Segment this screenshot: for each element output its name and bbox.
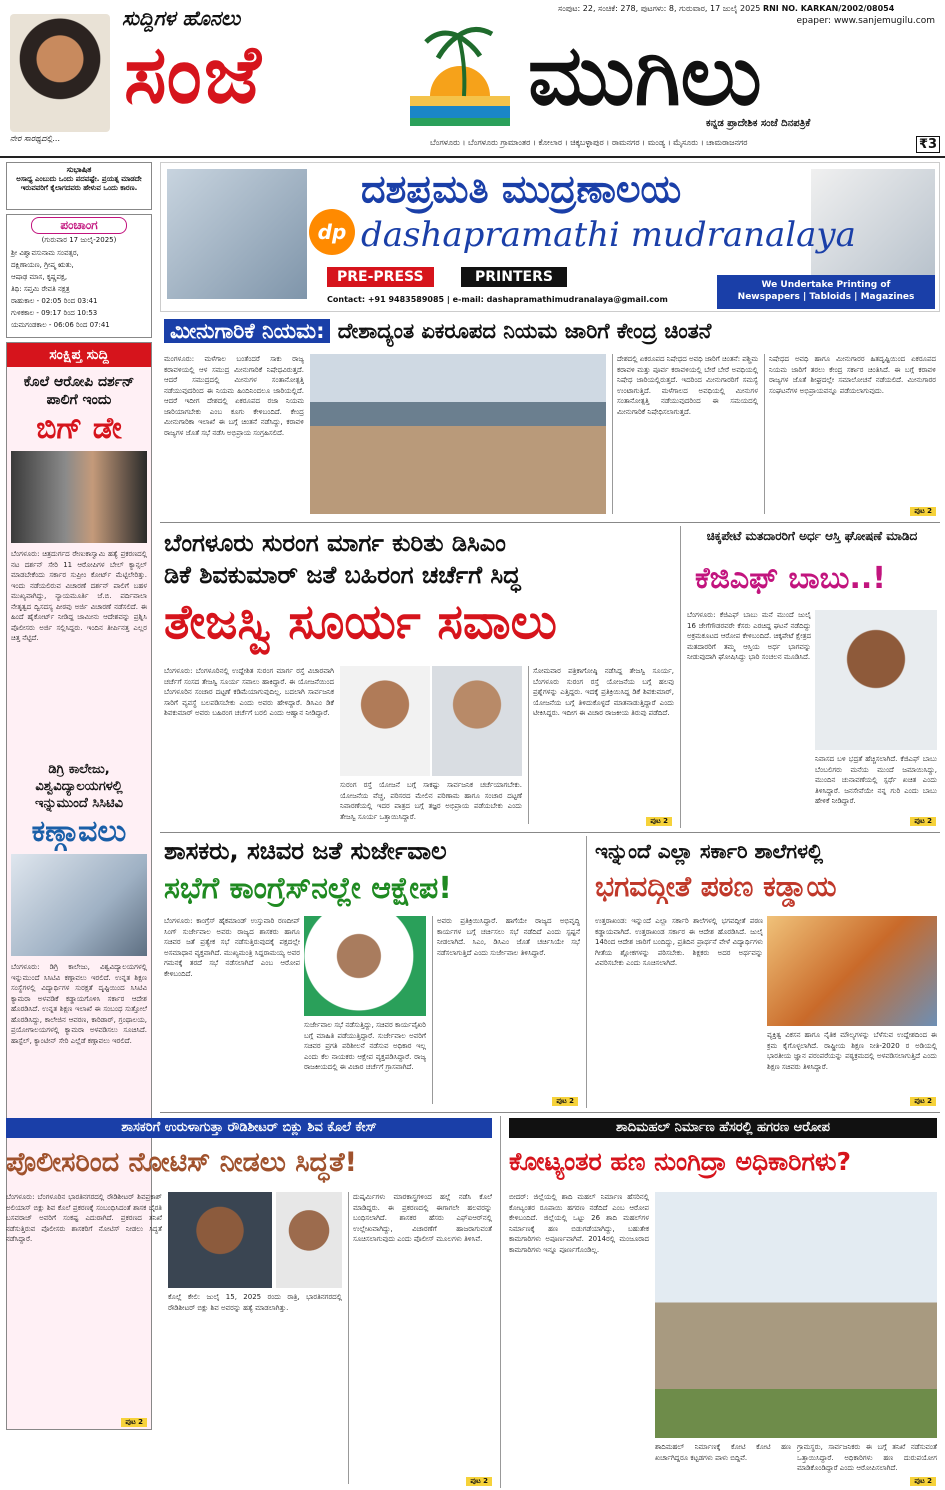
- ad-right-line1: We Undertake Printing of: [761, 280, 891, 290]
- story-surjewala-headline-b: ಸಭೆಗೆ ಕಾಂಗ್ರೆಸ್‌ನಲ್ಲೇ ಆಕ್ಷೇಪ!: [164, 871, 452, 906]
- ad-contact[interactable]: Contact: +91 9483589085 | e-mail: dashapramathimudranalaya@gmail.com: [327, 295, 668, 304]
- story-shadimahal: [500, 1116, 940, 1488]
- tejasvi-photo: [432, 666, 522, 776]
- panchanga-item: ಯಮಗಂಡಕಾಲ - 06:06 ರಿಂದ 07:41: [11, 321, 110, 329]
- regions: ಬೆಂಗಳೂರು । ಬೆಂಗಳೂರು ಗ್ರಾಮಾಂತರ । ಕೋಲಾರ । ಚಿಕ್ಕಬಳ್ಳಾಪುರ । ರಾಮನಗರ । ಮಂಡ್ಯ । ಮೈಸೂರು । ಚಾಮರಾಜನಗರ: [430, 138, 748, 147]
- tomb-photo: [655, 1192, 937, 1438]
- story-bikklu: [0, 1116, 496, 1488]
- story-gita-continued[interactable]: ಪುಟ 2: [910, 1097, 936, 1106]
- story-tunnel-headline-c: ತೇಜಸ್ವಿ ಸೂರ್ಯ ಸವಾಲು: [164, 594, 557, 650]
- story-kgf: [680, 526, 940, 828]
- brief-title: ಸಂಕ್ಷಿಪ್ತ ಸುದ್ದಿ: [7, 343, 151, 367]
- price: ₹3: [916, 136, 940, 153]
- story-gita-headline-a: ಇನ್ನುಂದೆ ಎಲ್ಲಾ ಸರ್ಕಾರಿ ಶಾಲೆಗಳಲ್ಲಿ: [595, 839, 824, 863]
- panchanga-item: ಶ್ರೀ ವಿಶ್ವಾವಸುನಾಮ ಸಂವತ್ಸರ,: [11, 249, 79, 257]
- ad-banner[interactable]: [160, 162, 940, 312]
- ad-photo-left: [167, 169, 307, 299]
- story-fishing: [160, 318, 940, 518]
- sunset-logo: [400, 22, 520, 134]
- panchanga-item: ದಕ್ಷಿಣಾಯಣ, ಗ್ರೀಷ್ಮ ಋತು,: [11, 261, 74, 269]
- panchanga-item: ಆಷಾಢ ಮಾಸ, ಕೃಷ್ಣಪಕ್ಷ,: [11, 273, 68, 281]
- issue-info: ಸಂಪುಟ: 22, ಸಂಚಿಕೆ: 278, ಪುಟಗಳು: 8, ಗುರುವಾರ, 17 ಜುಲೈ 2025 RNI NO. KARKAN/2002/08054: [558, 4, 895, 13]
- story-tunnel-col2: ಸುರಂಗ ರಸ್ತೆ ಯೋಜನೆ ಬಗ್ಗೆ ಸಾಕಷ್ಟು ಸಾರ್ವಜನಿಕ ಚರ್ಚೆಯಾಗಬೇಕು. ಯೋಜನೆಯ ವೆಚ್ಚ, ಪರಿಸರದ ಮೇಲಿನ ಪರಿಣಾಮ ಹಾಗೂ ಸಂಚಾರ ದಟ್ಟಣೆ ನಿವಾರಣೆಯಲ್ಲಿ ಇದರ ಪಾತ್ರದ ಬಗ್ಗೆ ತಜ್ಞರ ಅಭಿಪ್ರಾಯ ಪಡೆಯಬೇಕು ಎಂದು ತೇಜಸ್ವಿ ಸೂರ್ಯ ಒತ್ತಾಯಿಸಿದ್ದಾರೆ.: [340, 781, 522, 821]
- story-surjewala-col1: ಬೆಂಗಳೂರು: ಕಾಂಗ್ರೆಸ್ ಹೈಕಮಾಂಡ್ ಉಸ್ತುವಾರಿ ರಣದೀಪ್ ಸಿಂಗ್ ಸುರ್ಜೇವಾಲ ಅವರು ರಾಜ್ಯದ ಶಾಸಕರು ಹಾಗೂ ಸಚಿವರ ಜತೆ ಪ್ರತ್ಯೇಕ ಸಭೆ ನಡೆಸುತ್ತಿರುವುದಕ್ಕೆ ಪಕ್ಷದಲ್ಲೇ ಅಸಮಾಧಾನ ವ್ಯಕ್ತವಾಗಿದೆ. ಮುಖ್ಯಮಂತ್ರಿ ಸಿದ್ದರಾಮಯ್ಯ ಅವರ ಗಮನಕ್ಕೆ ತರದೆ ಸಭೆ ನಡೆಸಲಾಗಿದೆ ಎಂಬ ಆರೋಪ ಕೇಳಿಬಂದಿದೆ.: [164, 917, 300, 978]
- ad-title-kn: ದಶಪ್ರಮತಿ ಮುದ್ರಣಾಲಯ: [361, 167, 682, 211]
- story-fishing-headline-b: ದೇಶಾದ್ಯಂತ ಏಕರೂಪದ ನಿಯಮ ಜಾರಿಗೆ ಕೇಂದ್ರ ಚಿಂತನೆ: [337, 319, 712, 343]
- masthead: [0, 0, 945, 158]
- dks-photo: [340, 666, 430, 776]
- panchanga-item: ತಿಥಿ: ಸಪ್ತಮಿ ರೇವತಿ ನಕ್ಷತ್ರ: [11, 285, 70, 293]
- title-left: ಸಂಜೆ: [124, 28, 263, 121]
- ad-logo: dp: [309, 209, 355, 255]
- story-bikklu-col2: ದುಷ್ಕರ್ಮಿಗಳು ಮಾರಕಾಸ್ತ್ರಗಳಿಂದ ಹಲ್ಲೆ ನಡೆಸಿ ಕೊಲೆ ಮಾಡಿದ್ದರು. ಈ ಪ್ರಕರಣದಲ್ಲಿ ಈಗಾಗಲೇ ಹಲವರನ್ನು ಬಂಧಿಸಲಾಗಿದೆ. ಶಾಸಕರ ಹೆಸರು ಎಫ್‌ಐಆರ್‌ನಲ್ಲಿ ಉಲ್ಲೇಖವಾಗಿದ್ದು, ವಿಚಾರಣೆಗೆ ಹಾಜರಾಗುವಂತೆ ಸೂಚಿಸಲಾಗುವುದು ಎಂದು ಪೊಲೀಸ್ ಮೂಲಗಳು ತಿಳಿಸಿವೆ.: [348, 1192, 492, 1484]
- story-gita: [586, 836, 940, 1108]
- harbour-photo: [310, 354, 606, 514]
- bikklu-photo: [168, 1192, 272, 1288]
- founder-photo: [10, 14, 110, 132]
- story-kgf-col2: ನಿವಾಸದ ಬಳಿ ಭದ್ರತೆ ಹೆಚ್ಚಿಸಲಾಗಿದೆ. ಕೆಜಿಎಫ್ ಬಾಬು ಬೆಂಬಲಿಗರು ಮನೆಯ ಮುಂದೆ ಜಮಾಯಿಸಿದ್ದು, ಮುಂದಿನ ಚುನಾವಣೆಯಲ್ಲಿ ಸ್ಪರ್ಧೆ ಖಚಿತ ಎಂದು ತಿಳಿಸಿದ್ದಾರೆ. ಜನಸೇವೆಯೇ ನನ್ನ ಗುರಿ ಎಂದು ಬಾಬು ಹೇಳಿಕೆ ನೀಡಿದ್ದಾರೆ.: [815, 755, 937, 805]
- ad-title-en: dashapramathi mudranalaya: [361, 215, 856, 255]
- rule-2: [160, 832, 940, 833]
- rule-3: [160, 1112, 940, 1113]
- panchanga-box: [6, 214, 152, 338]
- story-surjewala-headline-a: ಶಾಸಕರು, ಸಚಿವರ ಜತೆ ಸುರ್ಜೇವಾಲ: [164, 837, 447, 865]
- story-shadimahal-continued[interactable]: ಪುಟ 2: [910, 1477, 936, 1486]
- panchanga-date: (ಗುರುವಾರ 17 ಜುಲೈ-2025): [41, 236, 117, 244]
- story-tunnel: [160, 526, 676, 828]
- mla-photo: [276, 1192, 342, 1288]
- thought-box: [6, 162, 152, 210]
- story-surjewala-continued[interactable]: ಪುಟ 2: [552, 1097, 578, 1106]
- story-shadimahal-col2: ಶಾದಿಮಹಲ್ ನಿರ್ಮಾಣಕ್ಕೆ ಕೋಟಿ ಕೋಟಿ ಹಣ ಖರ್ಚಾಗಿದ್ದರೂ ಕಟ್ಟಡಗಳು ಪಾಳು ಬಿದ್ದಿವೆ.: [655, 1443, 791, 1462]
- masthead-rule: [0, 156, 945, 158]
- story-surjewala-col3: ಅವರು ಪ್ರತಿಕ್ರಿಯಿಸಿದ್ದಾರೆ. ಹಾಗೆಯೇ ರಾಜ್ಯದ ಅಭಿವೃದ್ಧಿ ಕಾರ್ಯಗಳ ಬಗ್ಗೆ ಚರ್ಚಿಸಲು ಸಭೆ ನಡೆದಿದೆ ಎಂದು ಸ್ಪಷ್ಟನೆ ನೀಡಲಾಗಿದೆ. ಸಿಎಂ, ಡಿಸಿಎಂ ಜೊತೆ ಚರ್ಚಿಸಿಯೇ ಸಭೆ ನಡೆಸಲಾಗುತ್ತಿದೆ ಎಂದು ಸುರ್ಜೇವಾಲ ತಿಳಿಸಿದ್ದಾರೆ.: [432, 916, 580, 1104]
- brief-head1: ಕೊಲೆ ಆರೋಪಿ ದರ್ಶನ್ ಪಾಲಿಗೆ ಇಂದು: [23, 374, 135, 408]
- story-bikklu-col1: ಬೆಂಗಳೂರು: ಬೆಂಗಳೂರಿನ ಭಾರತಿನಗರದಲ್ಲಿ ರೌಡಿಶೀಟರ್ ಶಿವಪ್ರಕಾಶ್ ಅಲಿಯಾಸ್ ಬಿಕ್ಲು ಶಿವ ಕೊಲೆ ಪ್ರಕರಣಕ್ಕೆ ಸಂಬಂಧಿಸಿದಂತೆ ಶಾಸಕ ಬೈರತಿ ಬಸವರಾಜ್ ಅವರಿಗೆ ಸಂಕಷ್ಟ ಎದುರಾಗಿದೆ. ಪ್ರಕರಣದ ತನಿಖೆ ನಡೆಸುತ್ತಿರುವ ಪೊಲೀಸರು ಶಾಸಕರಿಗೆ ನೋಟಿಸ್ ನೀಡಲು ಸಿದ್ಧತೆ ನಡೆಸಿದ್ದಾರೆ.: [6, 1193, 162, 1243]
- story-kgf-continued[interactable]: ಪುಟ 2: [910, 817, 936, 826]
- gita-photo: [767, 916, 937, 1026]
- story-bikklu-kicker: ಶಾಸಕರಿಗೆ ಉರುಳಾಗುತ್ತಾ ರೌಡಿಶೀಟರ್ ಬಿಕ್ಲು ಶಿವ ಕೊಲೆ ಕೇಸ್: [6, 1118, 492, 1138]
- cctv-photo: [11, 854, 147, 956]
- story-shadimahal-col1: ಬೀದರ್: ಜಿಲ್ಲೆಯಲ್ಲಿ ಶಾದಿ ಮಹಲ್ ನಿರ್ಮಾಣ ಹೆಸರಿನಲ್ಲಿ ಕೋಟ್ಯಂತರ ರೂಪಾಯಿ ಹಗರಣ ನಡೆದಿದೆ ಎಂಬ ಆರೋಪ ಕೇಳಿಬಂದಿದೆ. ಜಿಲ್ಲೆಯಲ್ಲಿ ಒಟ್ಟು 26 ಶಾದಿ ಮಹಲ್‌ಗಳ ನಿರ್ಮಾಣಕ್ಕೆ ಹಣ ಬಿಡುಗಡೆಯಾಗಿದ್ದು, ಬಹುತೇಕ ಕಾಮಗಾರಿಗಳು ಅಪೂರ್ಣವಾಗಿವೆ. 2014ರಲ್ಲಿ ಮಂಜೂರಾದ ಕಾಮಗಾರಿಗಳು ಇನ್ನೂ ಪೂರ್ಣಗೊಂಡಿಲ್ಲ.: [509, 1193, 649, 1254]
- story-fishing-headline: [164, 320, 711, 343]
- surjewala-photo: [304, 916, 426, 1016]
- rule-1: [160, 522, 940, 523]
- brief-body2: ಬೆಂಗಳೂರು: ಡಿಗ್ರಿ ಕಾಲೇಜು, ವಿಶ್ವವಿದ್ಯಾಲಯಗಳಲ್ಲಿ ಇನ್ನುಮುಂದೆ ಸಿಸಿಟಿವಿ ಕಣ್ಗಾವಲು ಇರಲಿದೆ. ಉನ್ನತ ಶಿಕ್ಷಣ ಸಂಸ್ಥೆಗಳಲ್ಲಿ ವಿದ್ಯಾರ್ಥಿಗಳ ಸುರಕ್ಷತೆ ದೃಷ್ಟಿಯಿಂದ ಸಿಸಿಟಿವಿ ಕ್ಯಾಮರಾ ಅಳವಡಿಕೆ ಕಡ್ಡಾಯಗೊಳಿಸಿ ಸರ್ಕಾರ ಆದೇಶ ಹೊರಡಿಸಿದೆ. ಉನ್ನತ ಶಿಕ್ಷಣ ಇಲಾಖೆ ಈ ಸಂಬಂಧ ಸುತ್ತೋಲೆ ಹೊರಡಿಸಿದ್ದು, ಕಾಲೇಜಿನ ಆವರಣ, ಕಾರಿಡಾರ್, ಗ್ರಂಥಾಲಯ, ಪ್ರಯೋಗಾಲಯಗಳಲ್ಲಿ ಕ್ಯಾಮರಾ ಅಳವಡಿಸಲು ಸೂಚಿಸಿದೆ. ಹಾಸ್ಟೆಲ್, ಕ್ಯಾಂಟೀನ್ ಸೇರಿ ಎಲ್ಲೆಡೆ ಕಣ್ಗಾವಲು ಇರಲಿದೆ.: [11, 963, 147, 1045]
- story-bikklu-caption: ಕೊಲ್ಲೆ ಕೇಲಿ: ಜುಲೈ 15, 2025 ರಂದು ರಾತ್ರಿ, ಭಾರತಿನಗರದಲ್ಲಿ ರೌಡಿಶೀಟರ್ ಬಿಕ್ಲು ಶಿವ ಅವರನ್ನು ಹತ್ಯೆ ಮಾಡಲಾಗಿತ್ತು.: [168, 1293, 342, 1312]
- brief-body: ಬೆಂಗಳೂರು: ಚಿತ್ರದುರ್ಗದ ರೇಣುಕಾಸ್ವಾಮಿ ಹತ್ಯೆ ಪ್ರಕರಣದಲ್ಲಿ ನಟ ದರ್ಶನ್ ಸೇರಿ 11 ಆರೋಪಿಗಳ ಬೇಲ್ ಕ್ಯಾನ್ಸಲ್ ಮಾಡಬೇಕೆಂದು ಸರ್ಕಾರ ಸುಪ್ರೀಂ ಕೋರ್ಟ್ ಮೆಟ್ಟಿಲೇರಿತ್ತು. ಇಂದು ನಡೆಯಲಿರುವ ವಿಚಾರಣೆ ದರ್ಶನ್ ಪಾಲಿಗೆ ಬಹಳ ಮುಖ್ಯವಾಗಿದ್ದು, ನ್ಯಾಯಮೂರ್ತಿ ಜೆ.ಬಿ. ಪರ್ದಿವಾಲಾ ನೇತೃತ್ವದ ದ್ವಿಸದಸ್ಯ ಪೀಠವು ಅರ್ಜಿ ವಿಚಾರಣೆ ನಡೆಸಲಿದೆ. ಈ ಹಿಂದೆ ಹೈಕೋರ್ಟ್ ನೀಡಿದ್ದ ಜಾಮೀನು ಆದೇಶವನ್ನು ಪ್ರಶ್ನಿಸಿ ಪೊಲೀಸರು ಅರ್ಜಿ ಸಲ್ಲಿಸಿದ್ದರು. ಇಂದಿನ ತೀರ್ಪಿನತ್ತ ಎಲ್ಲರ ಚಿತ್ತ ನೆಟ್ಟಿದೆ.: [11, 550, 147, 642]
- story-surjewala: [160, 836, 582, 1108]
- story-fishing-col1: ಮಂಗಳೂರು: ಮಳೆಗಾಲ ಬಂತೆಂದರೆ ಸಾಕು ರಾಜ್ಯ ಕರಾವಳಿಯಲ್ಲಿ ಆಳ ಸಮುದ್ರ ಮೀನುಗಾರಿಕೆ ನಿಷೇಧವಿರುತ್ತದೆ. ಆದರೆ ಸಮುದ್ರದಲ್ಲಿ ಮೀನುಗಳ ಸಂತಾನೋತ್ಪತ್ತಿ ನಡೆಯುವುದರಿಂದ ಈ ನಿಯಮ ಹಿಂದಿನಿಂದಲೂ ಜಾರಿಯಲ್ಲಿದೆ. ಆದರೆ ಇದೀಗ ದೇಶದಲ್ಲಿ ಏಕರೂಪದ ರಜಾ ನಿಯಮ ಜಾರಿಯಾಗಬೇಕು ಎಂಬ ಕೂಗು ಕೇಳಿಬಂದಿದೆ. ಕೇಂದ್ರ ಮೀನುಗಾರಿಕಾ ಇಲಾಖೆ ಈ ಬಗ್ಗೆ ಚಿಂತನೆ ನಡೆಸಿದ್ದು, ಕರಾವಳಿ ರಾಜ್ಯಗಳ ಜೊತೆ ಸಭೆ ನಡೆಸಿ ಅಭಿಪ್ರಾಯ ಸಂಗ್ರಹಿಸಲಿದೆ.: [164, 355, 304, 437]
- ad-right-box: [717, 275, 935, 309]
- story-fishing-col3: ನಿಷೇಧದ ಅವಧಿ ಹಾಗೂ ಮೀನುಗಾರರ ಹಿತದೃಷ್ಟಿಯಿಂದ ಏಕರೂಪದ ನಿಯಮ ಜಾರಿಗೆ ತರಲು ಕೇಂದ್ರ ಸರ್ಕಾರ ಚಿಂತಿಸಿದೆ. ಈ ಬಗ್ಗೆ ಕರಾವಳಿ ರಾಜ್ಯಗಳ ಜೊತೆ ಶೀಘ್ರದಲ್ಲೇ ಸಮಾಲೋಚನೆ ನಡೆಯಲಿದೆ. ಮೀನುಗಾರರ ಸಂಘಟನೆಗಳ ಅಭಿಪ್ರಾಯವನ್ನೂ ಪಡೆಯಲಾಗುವುದು.: [764, 354, 936, 514]
- story-kgf-kicker: ಚಿಕ್ಕಪೇಟೆ ಮತದಾರರಿಗೆ ಅರ್ಧ ಆಸ್ತಿ ಘೋಷಣೆ ಮಾಡಿದ: [706, 529, 918, 543]
- story-gita-col1: ಉತ್ತರಾಖಂಡ: ಇನ್ನುಂದೆ ಎಲ್ಲಾ ಸರ್ಕಾರಿ ಶಾಲೆಗಳಲ್ಲಿ ಭಗವದ್ಗೀತೆ ಪಠಣ ಕಡ್ಡಾಯವಾಗಿದೆ. ಉತ್ತರಾಖಂಡ ಸರ್ಕಾರ ಈ ಆದೇಶ ಹೊರಡಿಸಿದೆ. ಜುಲೈ 14ರಿಂದ ಆದೇಶ ಜಾರಿಗೆ ಬಂದಿದ್ದು, ಪ್ರತಿದಿನ ಪ್ರಾರ್ಥನೆ ವೇಳೆ ವಿದ್ಯಾರ್ಥಿಗಳು ಗೀತೆಯ ಶ್ಲೋಕಗಳನ್ನು ಪಠಿಸಬೇಕು. ಶಿಕ್ಷಕರು ಅದರ ಅರ್ಥವನ್ನು ವಿವರಿಸಬೇಕು ಎಂದು ಸೂಚಿಸಲಾಗಿದೆ.: [595, 917, 763, 967]
- ad-tag-printers: PRINTERS: [461, 267, 567, 287]
- story-fishing-col2: ದೇಶದಲ್ಲಿ ಏಕರೂಪದ ನಿಷೇಧದ ಅವಧಿ ಜಾರಿಗೆ ಚಿಂತನೆ: ಪಶ್ಚಿಮ ಕರಾವಳಿ ಮತ್ತು ಪೂರ್ವ ಕರಾವಳಿಯಲ್ಲಿ ಬೇರೆ ಬೇರೆ ಅವಧಿಯಲ್ಲಿ ನಿಷೇಧ ಜಾರಿಯಲ್ಲಿರುತ್ತದೆ. ಇದರಿಂದ ಮೀನುಗಾರರಿಗೆ ಸಮಸ್ಯೆ ಉಂಟಾಗುತ್ತಿದೆ. ಮಳೆಗಾಲದ ಅವಧಿಯಲ್ಲಿ ಮೀನುಗಳ ಸಂತಾನೋತ್ಪತ್ತಿ ನಡೆಯುವುದರಿಂದ ಈ ಸಮಯದಲ್ಲಿ ಮೀನುಗಾರಿಕೆ ನಿಷೇಧಿಸಲಾಗುತ್ತದೆ.: [612, 354, 758, 514]
- story-kgf-headline: ಕೆಜಿಎಫ್ ಬಾಬು..!: [695, 561, 886, 596]
- brief-continued[interactable]: ಪುಟ 2: [121, 1418, 147, 1427]
- story-shadimahal-headline: ಕೋಟ್ಯಂತರ ಹಣ ನುಂಗಿದ್ರಾ ಅಧಿಕಾರಿಗಳು?: [509, 1147, 852, 1176]
- story-surjewala-col2: ಸುರ್ಜೇವಾಲ ಸಭೆ ನಡೆಸುತ್ತಿದ್ದು, ಸಚಿವರ ಕಾರ್ಯವೈಖರಿ ಬಗ್ಗೆ ಮಾಹಿತಿ ಪಡೆಯುತ್ತಿದ್ದಾರೆ. ಸುರ್ಜೇವಾಲ ಅವರಿಗೆ ಸಚಿವರ ಪ್ರಗತಿ ಪರಿಶೀಲನೆ ನಡೆಸುವ ಅಧಿಕಾರ ಇಲ್ಲ ಎಂದು ಕೆಲ ನಾಯಕರು ಆಕ್ಷೇಪ ವ್ಯಕ್ತಪಡಿಸಿದ್ದಾರೆ. ರಾಜ್ಯ ರಾಜಕೀಯದಲ್ಲಿ ಈ ವಿಚಾರ ಚರ್ಚೆಗೆ ಗ್ರಾಸವಾಗಿದೆ.: [304, 1021, 426, 1071]
- title-right: ಮುಗಿಲು: [528, 26, 762, 124]
- panchanga-title: ಪಂಚಾಂಗ: [31, 217, 127, 234]
- brief-head2: ಬಿಗ್ ಡೇ: [36, 411, 122, 446]
- story-fishing-headline-a: ಮೀನುಗಾರಿಕೆ ನಿಯಮ:: [164, 319, 330, 343]
- brief-photo: [11, 451, 147, 543]
- story-gita-col2: ವ್ಯಕ್ತಿತ್ವ ವಿಕಸನ ಹಾಗೂ ನೈತಿಕ ಮೌಲ್ಯಗಳನ್ನು ಬೆಳೆಸುವ ಉದ್ದೇಶದಿಂದ ಈ ಕ್ರಮ ಕೈಗೊಳ್ಳಲಾಗಿದೆ. ರಾಷ್ಟ್ರೀಯ ಶಿಕ್ಷಣ ನೀತಿ-2020 ರ ಅಡಿಯಲ್ಲಿ ಭಾರತೀಯ ಜ್ಞಾನ ಪರಂಪರೆಯನ್ನು ಪಠ್ಯಕ್ರಮದಲ್ಲಿ ಅಳವಡಿಸಲಾಗುತ್ತಿದೆ ಎಂದು ಶಿಕ್ಷಣ ಸಚಿವರು ತಿಳಿಸಿದ್ದಾರೆ.: [767, 1031, 937, 1071]
- epaper-url[interactable]: epaper: www.sanjemugilu.com: [796, 16, 935, 26]
- ad-tag-preprESS: PRE-PRESS: [327, 267, 434, 287]
- story-gita-headline-b: ಭಗವದ್ಗೀತೆ ಪಠಣ ಕಡ್ಡಾಯ: [595, 870, 837, 903]
- story-kgf-col1: ಬೆಂಗಳೂರು: ಕೆಜಿಎಫ್ ಬಾಬು ಮನೆ ಮುಂದೆ ಜುಲೈ 16 ಜೇಗೆಗೌಡರವರೇ ಕೆಸರು ಎರಚಿದ್ದ ಘಟನೆ ನಡೆದಿದ್ದು ಅಕ್ರಮಕೂಟದ ಆರೋಪ ಕೇಳಿಬಂದಿದೆ. ಚಿಕ್ಕಪೇಟೆ ಕ್ಷೇತ್ರದ ಮತದಾರರಿಗೆ ತಮ್ಮ ಆಸ್ತಿಯ ಅರ್ಧ ಭಾಗವನ್ನು ನೀಡುವುದಾಗಿ ಘೋಷಿಸಿದ್ದು ಭಾರಿ ಸಂಚಲನ ಮೂಡಿಸಿದೆ.: [687, 611, 811, 661]
- kgf-babu-photo: [815, 610, 937, 750]
- brief-head4: ಕಣ್ಗಾವಲು: [31, 814, 127, 849]
- story-tunnel-headline-b: ಡಿಕೆ ಶಿವಕುಮಾರ್ ಜತೆ ಬಹಿರಂಗ ಚರ್ಚೆಗೆ ಸಿದ್ಧ: [164, 561, 521, 589]
- story-fishing-continued[interactable]: ಪುಟ 2: [910, 507, 936, 516]
- ad-right-line2: Newspapers | Tabloids | Magazines: [737, 292, 915, 302]
- brief-head3: ಡಿಗ್ರಿ ಕಾಲೇಜು, ವಿಶ್ವವಿದ್ಯಾಲಯಗಳಲ್ಲಿ ಇನ್ನುಮುಂದೆ ಸಿಸಿಟಿವಿ: [35, 762, 123, 811]
- story-bikklu-headline: ಪೊಲೀಸರಿಂದ ನೋಟಿಸ್ ನೀಡಲು ಸಿದ್ಧತೆ!: [6, 1147, 357, 1178]
- subtitle: ಕನ್ನಡ ಪ್ರಾದೇಶಿಕ ಸಂಜೆ ದಿನಪತ್ರಿಕೆ: [706, 118, 811, 129]
- story-bikklu-continued[interactable]: ಪುಟ 2: [466, 1477, 492, 1486]
- story-tunnel-col1: ಬೆಂಗಳೂರು: ಬೆಂಗಳೂರಿನಲ್ಲಿ ಉದ್ದೇಶಿತ ಸುರಂಗ ಮಾರ್ಗ ರಸ್ತೆ ವಿಚಾರವಾಗಿ ಚರ್ಚೆಗೆ ಸಂಸದ ತೇಜಸ್ವಿ ಸೂರ್ಯ ಸವಾಲು ಹಾಕಿದ್ದಾರೆ. ಈ ಯೋಜನೆಯಿಂದ ಬೆಂಗಳೂರಿನ ಸಂಚಾರ ದಟ್ಟಣೆ ಕಡಿಮೆಯಾಗುವುದಿಲ್ಲ. ಬದಲಾಗಿ ಸಾರ್ವಜನಿಕ ಸಾರಿಗೆ ವ್ಯವಸ್ಥೆ ಬಲಪಡಿಸಬೇಕು ಎಂದು ಅವರು ಹೇಳಿದ್ದಾರೆ. ಡಿಸಿಎಂ ಡಿಕೆ ಶಿವಕುಮಾರ್ ಅವರು ಬಹಿರಂಗ ಚರ್ಚೆಗೆ ಬರಲಿ ಎಂದು ಆಹ್ವಾನ ನೀಡಿದ್ದಾರೆ.: [164, 667, 334, 717]
- story-tunnel-continued[interactable]: ಪುಟ 2: [646, 817, 672, 826]
- story-tunnel-col3: ಸೋಮವಾರ ಪತ್ರಿಕಾಗೋಷ್ಠಿ ನಡೆಸಿದ್ದ ತೇಜಸ್ವಿ ಸೂರ್ಯ, ಬೆಂಗಳೂರು ಸುರಂಗ ರಸ್ತೆ ಯೋಜನೆಯ ಬಗ್ಗೆ ಹಲವು ಪ್ರಶ್ನೆಗಳನ್ನು ಎತ್ತಿದ್ದರು. ಇದಕ್ಕೆ ಪ್ರತಿಕ್ರಿಯಿಸಿದ್ದ ಡಿಕೆ ಶಿವಕುಮಾರ್, ಯೋಜನೆಯ ಬಗ್ಗೆ ತಿಳಿದುಕೊಳ್ಳದೆ ಮಾತನಾಡುತ್ತಿದ್ದಾರೆ ಎಂದು ಟೀಕಿಸಿದ್ದರು. ಇದೀಗ ಈ ವಿಚಾರ ರಾಜಕೀಯ ತಿರುವು ಪಡೆದಿದೆ.: [528, 666, 674, 824]
- tagline: ಸುದ್ದಿಗಳ ಹೊನಲು: [122, 6, 241, 30]
- story-shadimahal-kicker: ಶಾದಿಮಹಲ್ ನಿರ್ಮಾಣ ಹೆಸರಲ್ಲಿ ಹಗರಣ ಆರೋಪ: [509, 1118, 937, 1138]
- panchanga-item: ಗುಳಿಕಕಾಲ - 09:17 ರಿಂದ 10:53: [11, 309, 98, 317]
- thought-title: ಸುಭಾಷಿತ: [66, 165, 92, 174]
- story-tunnel-headline-a: ಬೆಂಗಳೂರು ಸುರಂಗ ಮಾರ್ಗ ಕುರಿತು ಡಿಸಿಎಂ: [164, 529, 506, 557]
- founder-caption: ನೇರ ಸಾರಥ್ಯದಲ್ಲಿ...: [10, 134, 61, 143]
- story-shadimahal-col3: ಗ್ರಾಮಸ್ಥರು, ಸಾರ್ವಜನಿಕರು ಈ ಬಗ್ಗೆ ತನಿಖೆ ನಡೆಸುವಂತೆ ಒತ್ತಾಯಿಸಿದ್ದಾರೆ. ಅಧಿಕಾರಿಗಳು ಹಣ ದುರುಪಯೋಗ ಮಾಡಿಕೊಂಡಿದ್ದಾರೆ ಎಂದು ಆರೋಪಿಸಲಾಗಿದೆ.: [797, 1443, 937, 1472]
- panchanga-item: ರಾಹುಕಾಲ - 02:05 ರಿಂದ 03:41: [11, 297, 98, 305]
- panchanga-items: [11, 247, 147, 331]
- thought-text: ಅಸಾಧ್ಯ ಎಂಬುದು ಒಂದು ಪದವಷ್ಟೇ. ಪ್ರಯತ್ನ ಮಾಡದೇ ಇರುವವರಿಗೆ ಕೈಲಾಗದವರು ಹೇಳುವ ಒಂದು ಕಾರಣ.: [16, 175, 142, 192]
